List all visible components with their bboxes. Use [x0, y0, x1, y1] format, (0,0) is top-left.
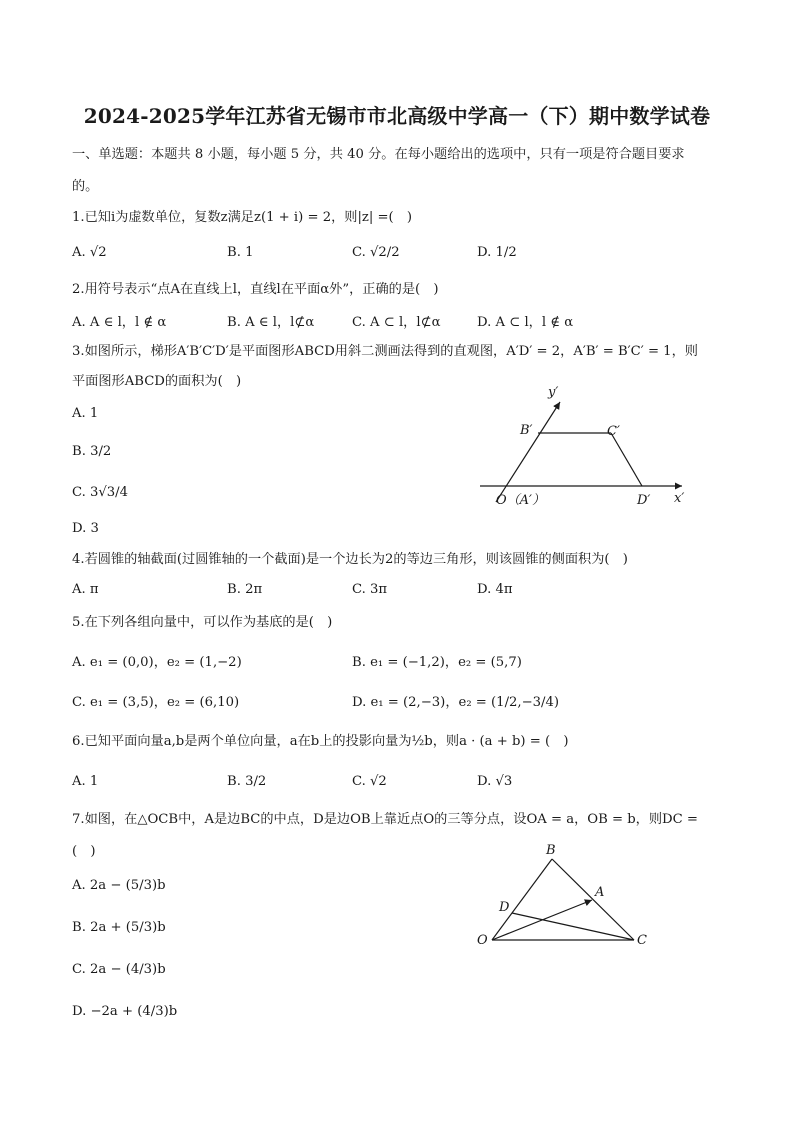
q2-option-a: A. A ∈ l，l ∉ α	[72, 315, 167, 330]
q2-option-c: C. A ⊂ l，l⊄α	[352, 315, 441, 330]
label-d: D	[499, 900, 510, 915]
section-heading-line2: 的。	[72, 179, 99, 194]
question-7-stem-line2: ( )	[72, 844, 96, 859]
q1-option-c: C. √2/2	[352, 245, 400, 260]
question-1-stem: 1.已知i为虚数单位，复数z满足z(1 + i) = 2，则|z| =( )	[72, 210, 413, 225]
q2-option-b: B. A ∈ l，l⊄α	[227, 315, 315, 330]
question-5-options-row2	[72, 691, 732, 711]
q7-option-b: B. 2a + (5/3)b	[72, 920, 166, 935]
q7-option-c: C. 2a − (4/3)b	[72, 962, 166, 977]
label-b: B	[546, 843, 556, 858]
q3-option-c: C. 3√3/4	[72, 485, 129, 500]
label-o: O	[477, 933, 488, 948]
label-o-a-prime: O（A′）	[496, 493, 545, 508]
label-b-prime: B′	[520, 423, 533, 438]
q5-option-a: A. e₁ = (0,0)，e₂ = (1,−2)	[72, 655, 242, 670]
label-x-axis: x′	[674, 491, 685, 506]
q5-option-b: B. e₁ = (−1,2)，e₂ = (5,7)	[352, 655, 522, 670]
q5-option-d: D. e₁ = (2,−3)，e₂ = (1/2,−3/4)	[352, 695, 560, 710]
triangle-figure	[470, 840, 670, 955]
y-axis	[496, 402, 560, 502]
q3-option-b: B. 3/2	[72, 444, 112, 459]
q2-option-d: D. A ⊂ l，l ∉ α	[477, 315, 574, 330]
q4-option-b: B. 2π	[227, 582, 263, 597]
q7-option-d: D. −2a + (4/3)b	[72, 1004, 178, 1019]
q4-option-d: D. 4π	[477, 582, 513, 597]
q6-option-a: A. 1	[72, 774, 99, 789]
label-c: C	[637, 933, 647, 948]
label-a: A	[595, 885, 605, 900]
q1-option-d: D. 1/2	[477, 245, 517, 260]
question-6-stem: 6.已知平面向量a,b是两个单位向量，a在b上的投影向量为½b，则a · (a + b) = ( )	[72, 734, 569, 749]
question-3-stem-line2: 平面图形ABCD的面积为( )	[72, 374, 242, 389]
question-2-options	[72, 311, 732, 331]
q5-option-c: C. e₁ = (3,5)，e₂ = (6,10)	[72, 695, 240, 710]
question-3-stem-line1: 3.如图所示，梯形A′B′C′D′是平面图形ABCD用斜二测画法得到的直观图，A′D′ = 2，A′B′ = B′C′ = 1，则	[72, 344, 698, 359]
question-6-options	[72, 774, 732, 794]
q4-option-a: A. π	[72, 582, 99, 597]
question-7-stem-line1: 7.如图，在△OCB中，A是边BC的中点，D是边OB上靠近点O的三等分点，设OA = a，OB = b，则DC =	[72, 812, 698, 827]
q3-option-d: D. 3	[72, 521, 99, 536]
q7-option-a: A. 2a − (5/3)b	[72, 878, 166, 893]
label-c-prime: C′	[607, 424, 620, 439]
question-5-options-row1	[72, 651, 732, 671]
q6-option-b: B. 3/2	[227, 774, 267, 789]
q6-option-c: C. √2	[352, 774, 387, 789]
q1-option-a: A. √2	[72, 245, 107, 260]
edge-c-d	[611, 433, 642, 486]
edge-b-c	[552, 859, 634, 940]
label-d-prime: D′	[637, 493, 651, 508]
question-4-stem: 4.若圆锥的轴截面(过圆锥轴的一个截面)是一个边长为2的等边三角形，则该圆锥的侧面积为( )	[72, 552, 628, 567]
trapezoid-figure	[470, 380, 710, 515]
question-2-stem: 2.用符号表示“点A在直线上l，直线l在平面α外”，正确的是( )	[72, 282, 439, 297]
q1-option-b: B. 1	[227, 245, 254, 260]
question-1-options	[72, 245, 732, 265]
label-y-axis: y′	[548, 385, 559, 400]
question-5-stem: 5.在下列各组向量中，可以作为基底的是( )	[72, 615, 333, 630]
q4-option-c: C. 3π	[352, 582, 388, 597]
section-heading-line1: 一、单选题：本题共 8 小题，每小题 5 分，共 40 分。在每小题给出的选项中，只有一项是符合题目要求	[72, 147, 685, 162]
q6-option-d: D. √3	[477, 774, 513, 789]
segment-d-c	[512, 913, 634, 940]
question-4-options	[72, 582, 732, 602]
page-title: 2024-2025学年江苏省无锡市市北高级中学高一（下）期中数学试卷	[83, 104, 711, 128]
q3-option-a: A. 1	[72, 406, 99, 421]
